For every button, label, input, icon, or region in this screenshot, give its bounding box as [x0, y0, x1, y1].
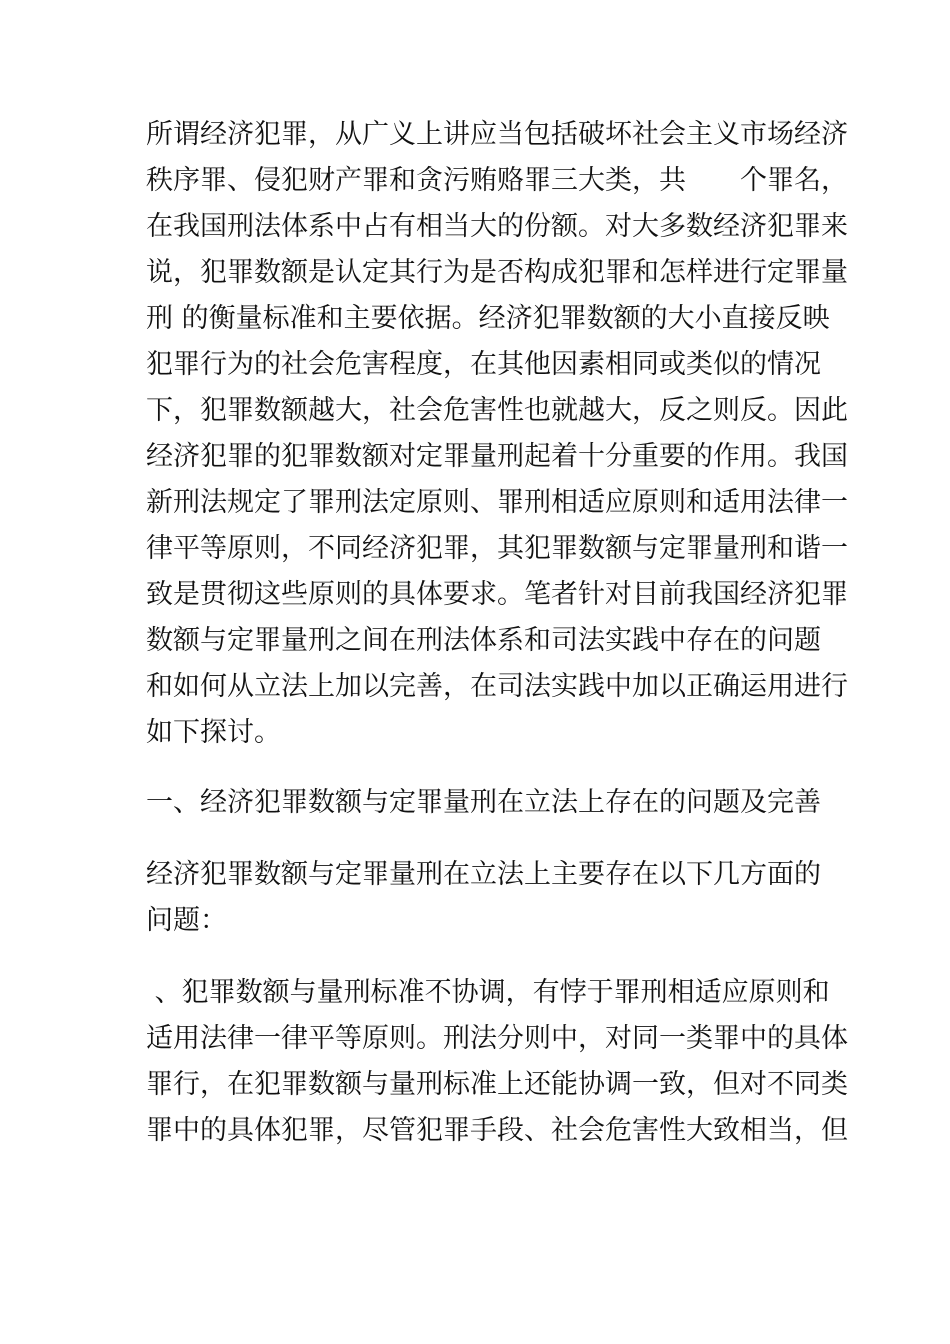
- paragraph-spacer: [146, 756, 816, 780]
- text-line: 经济犯罪的犯罪数额对定罪量刑起着十分重要的作用。我国: [146, 441, 848, 472]
- text-line: 在我国刑法体系中占有相当大的份额。对大多数经济犯罪来: [146, 211, 848, 242]
- text-line: 、犯罪数额与量刑标准不协调，有悖于罪刑相适应原则和: [146, 977, 830, 1008]
- section-heading: [146, 780, 821, 826]
- text-line: 适用法律一律平等原则。刑法分则中，对同一类罪中的具体: [146, 1023, 848, 1054]
- text-line: 犯罪行为的社会危害程度，在其他因素相同或类似的情况: [146, 349, 821, 380]
- text-line: 说，犯罪数额是认定其行为是否构成犯罪和怎样进行定罪量: [146, 257, 848, 288]
- text-line: 经济犯罪数额与定罪量刑在立法上主要存在以下几方面的: [146, 859, 821, 890]
- document-page: [146, 112, 848, 1154]
- text-line: 罪中的具体犯罪，尽管犯罪手段、社会危害性大致相当，但: [146, 1115, 848, 1146]
- text-line: 致是贯彻这些原则的具体要求。笔者针对目前我国经济犯罪: [146, 579, 848, 610]
- paragraph-issues-intro: [146, 852, 821, 944]
- text-line: 罪行，在犯罪数额与量刑标准上还能协调一致，但对不同类: [146, 1069, 848, 1100]
- heading-line: 一、经济犯罪数额与定罪量刑在立法上存在的问题及完善: [146, 787, 821, 818]
- text-line: 新刑法规定了罪刑法定原则、罪刑相适应原则和适用法律一: [146, 487, 848, 518]
- paragraph-intro: [146, 112, 848, 756]
- paragraph-issue-one: [146, 970, 848, 1154]
- text-line: 所谓经济犯罪，从广义上讲应当包括破坏社会主义市场经济: [146, 119, 848, 150]
- text-line: 如下探讨。: [146, 717, 281, 748]
- paragraph-spacer: [146, 826, 816, 852]
- text-line: 和如何从立法上加以完善，在司法实践中加以正确运用进行: [146, 671, 848, 702]
- text-line: 数额与定罪量刑之间在刑法体系和司法实践中存在的问题: [146, 625, 821, 656]
- text-line: 秩序罪、侵犯财产罪和贪污贿赂罪三大类，共 个罪名，: [146, 165, 848, 196]
- text-line: 刑 的衡量标准和主要依据。经济犯罪数额的大小直接反映: [146, 303, 830, 334]
- paragraph-spacer: [146, 944, 816, 970]
- text-line: 下，犯罪数额越大，社会危害性也就越大，反之则反。因此: [146, 395, 848, 426]
- text-line: 律平等原则，不同经济犯罪，其犯罪数额与定罪量刑和谐一: [146, 533, 848, 564]
- text-line: 问题：: [146, 905, 227, 936]
